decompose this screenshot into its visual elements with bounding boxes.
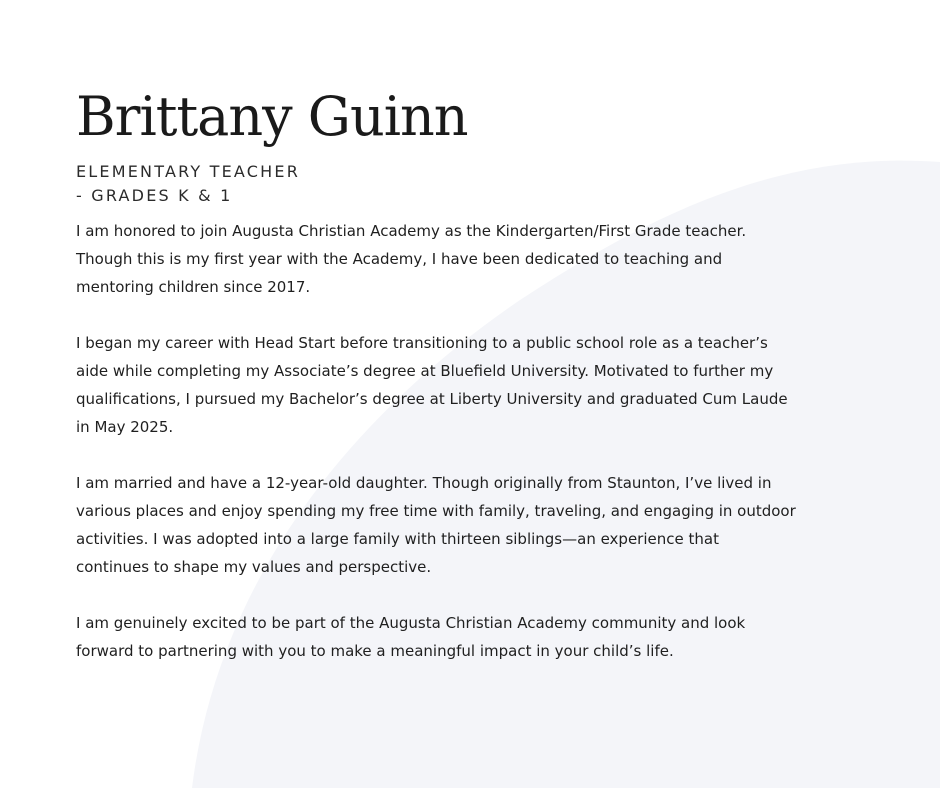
bio-paragraph-3: I am married and have a 12-year-old daughter. Though originally from Staunton, I’ve lived in various places and enjoy spending my free time with family, traveling, and engaging in outdoor activities. I was adopted into a large family with thirteen siblings—an experience that continues to shape my values and perspective.: [76, 474, 796, 576]
bio-paragraph-2: I began my career with Head Start before transitioning to a public school role as a teacher’s aide while completing my Associate’s degree at Bluefield University. Motivated to further my qualifications, I pursued my Bachelor’s degree at Liberty University and graduated Cum Laude in May 2025.: [76, 334, 788, 436]
bio-paragraph-1: I am honored to join Augusta Christian Academy as the Kindergarten/First Grade teacher. Though this is my first year with the Academy, I have been dedicated to teaching and mentoring children since 2017.: [76, 222, 747, 296]
bio-paragraph-4: I am genuinely excited to be part of the Augusta Christian Academy community and look forward to partnering with you to make a meaningful impact in your child’s life.: [76, 614, 746, 660]
bio-content: [76, 82, 796, 693]
teacher-role: [76, 160, 796, 208]
role-line-1: ELEMENTARY TEACHER: [76, 162, 301, 181]
bio-text: [76, 217, 796, 665]
role-line-2: - GRADES K & 1: [76, 186, 233, 205]
teacher-name: Brittany Guinn: [76, 85, 468, 148]
